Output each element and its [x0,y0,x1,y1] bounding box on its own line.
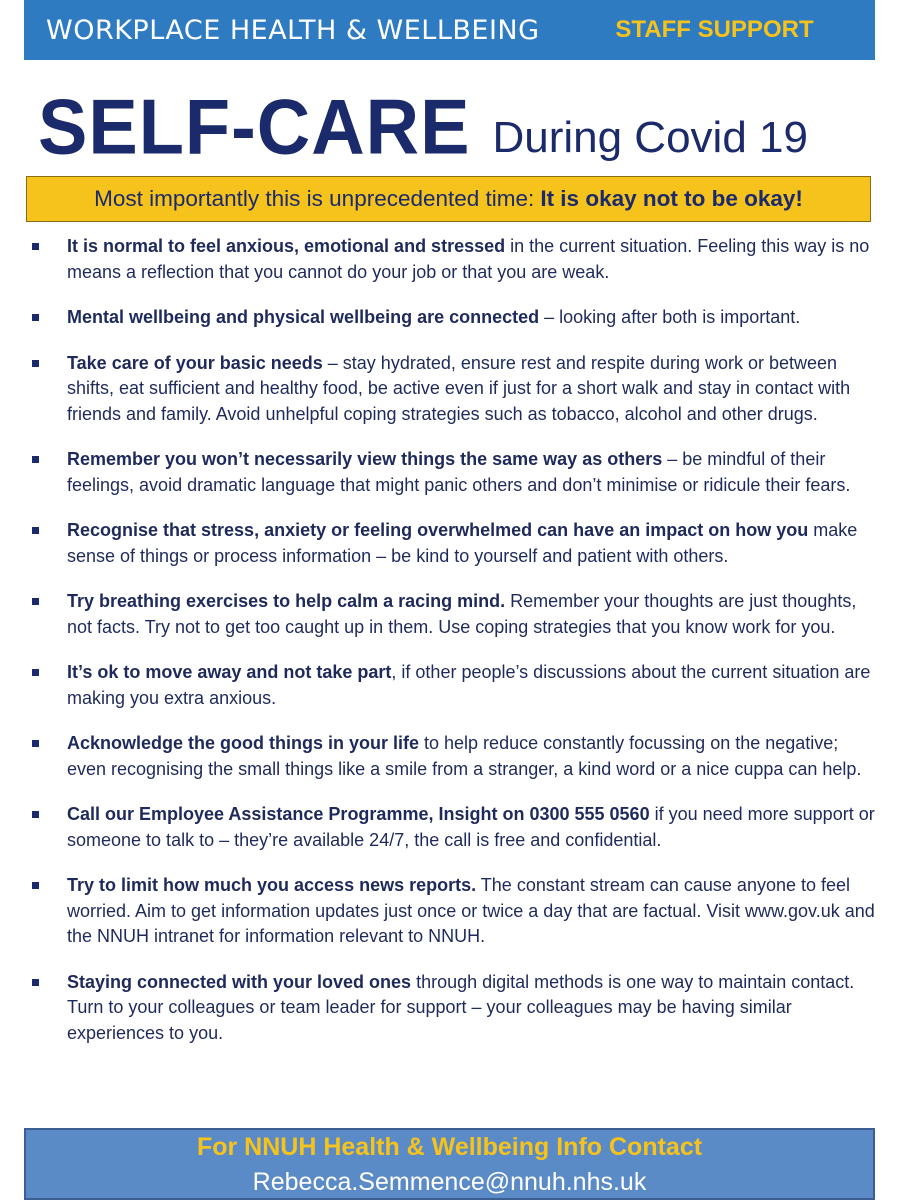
banner-bold-text: It is okay not to be okay! [540,186,803,211]
list-item [26,234,876,285]
item-text: through digital methods is one way to maintain contact. Turn to your colleagues or team leader for support – your colleagues may be having similar experiences to you. [67,971,855,1043]
item-bold: Recognise that stress, anxiety or feeling overwhelmed can have an impact on how you [67,520,809,540]
list-item [26,970,876,1047]
item-text: – be mindful of their feelings, avoid dramatic language that might panic others and don’t minimise or ridicule their fears. [67,449,851,495]
list-item [26,351,876,428]
title-main: SELF-CARE [38,82,471,171]
list-item [26,518,876,569]
square-bullet-icon [32,360,39,367]
contact-email[interactable]: Rebecca.Semmence@nnuh.nhs.uk [252,1168,647,1196]
item-bold: It is normal to feel anxious, emotional and stressed [67,236,506,256]
square-bullet-icon [32,882,39,889]
header-title: WORKPLACE HEALTH & WELLBEING [46,14,540,46]
list-item [26,802,876,853]
item-text: Remember your thoughts are just thoughts, not facts. Try not to get too caught up in them. Use coping strategies that you know work for you. [67,591,857,637]
list-item [26,305,876,331]
item-bold: Call our Employee Assistance Programme, Insight on 0300 555 0560 [67,804,650,824]
square-bullet-icon [32,456,39,463]
item-text: The constant stream can cause anyone to feel worried. Aim to get information updates just once or twice a day that are factual. Visit www.gov.uk and the NNUH intranet for information relevant to NNUH. [67,875,875,946]
item-bold: Try breathing exercises to help calm a racing mind. [67,591,506,611]
list-item [26,731,876,782]
list-item [26,589,876,640]
item-bold: Mental wellbeing and physical wellbeing are connected [67,307,540,327]
item-text: to help reduce constantly focussing on the negative; even recognising the small things like a smile from a stranger, a kind word or a nice cuppa can help. [67,733,862,779]
self-care-list [26,234,876,1066]
item-text: – stay hydrated, ensure rest and respite during work or between shifts, eat sufficient and healthy food, be active even if just for a short walk and stay in contact with friends and family. Avoid unhelpful coping strategies such as tobacco, alcohol and other drugs. [67,352,851,424]
item-bold: It’s ok to move away and not take part [67,662,392,682]
list-item [26,873,876,950]
header-staff-support: STAFF SUPPORT [615,16,814,43]
item-text: – looking after both is important. [539,307,801,327]
page-title [38,84,868,174]
header-bar [24,0,875,60]
item-text: make sense of things or process information – be kind to yourself and patient with others. [67,520,858,566]
square-bullet-icon [32,669,39,676]
item-text: in the current situation. Feeling this way is no means a reflection that you cannot do your job or that you are weak. [67,236,870,282]
square-bullet-icon [32,243,39,250]
highlight-banner [26,176,871,222]
list-item [26,447,876,498]
list-item [26,660,876,711]
contact-footer [24,1128,875,1200]
item-bold: Take care of your basic needs [67,352,323,373]
item-bold: Remember you won’t necessarily view things the same way as others [67,449,663,469]
footer-heading: For NNUH Health & Wellbeing Info Contact [196,1133,703,1161]
banner-text: Most importantly this is unprecedented time: [94,186,535,211]
item-bold: Acknowledge the good things in your life [67,733,420,753]
square-bullet-icon [32,740,39,747]
item-bold: Staying connected with your loved ones [67,971,412,992]
square-bullet-icon [32,598,39,605]
item-text: if you need more support or someone to talk to – they’re available 24/7, the call is free and confidential. [67,804,875,850]
item-bold: Try to limit how much you access news reports. [67,875,477,895]
square-bullet-icon [32,979,39,986]
square-bullet-icon [32,314,39,321]
square-bullet-icon [32,527,39,534]
square-bullet-icon [32,811,39,818]
title-sub: During Covid 19 [492,113,808,162]
item-text: , if other people’s discussions about the current situation are making you extra anxious. [67,662,871,708]
